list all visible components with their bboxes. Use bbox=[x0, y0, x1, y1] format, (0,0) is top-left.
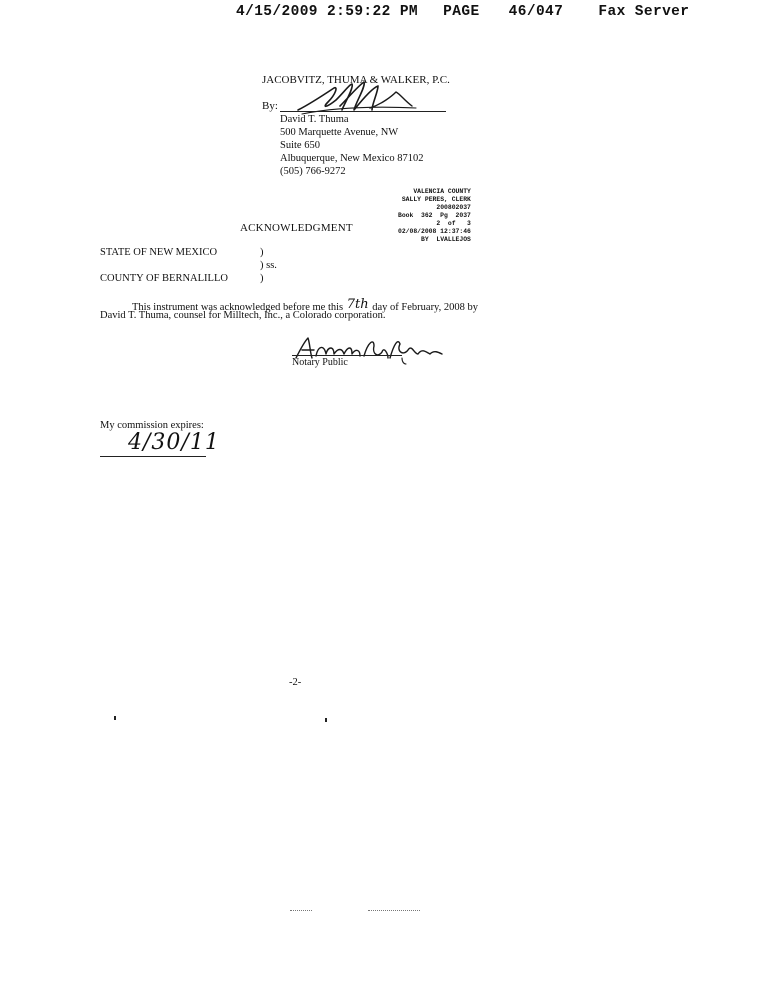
notary-public-label: Notary Public bbox=[292, 357, 348, 368]
address-line-phone: (505) 766-9272 bbox=[280, 166, 346, 177]
ack-text-part-a: This instrument was acknowledged before me this bbox=[132, 302, 344, 313]
address-line-street: 500 Marquette Avenue, NW bbox=[280, 127, 399, 138]
fax-page-label: PAGE bbox=[443, 4, 480, 20]
stamp-line: SALLY PERES, CLERK bbox=[401, 196, 471, 203]
acknowledgment-title: ACKNOWLEDGMENT bbox=[240, 222, 353, 234]
venue-state: STATE OF NEW MEXICO bbox=[100, 247, 218, 258]
stamp-line: BY LVALLEJOS bbox=[421, 236, 471, 243]
ack-text-part-b: day of February, 2008 by bbox=[372, 302, 479, 313]
commission-label: My commission expires: bbox=[100, 420, 204, 431]
scan-speck bbox=[114, 716, 116, 720]
stamp-line: 200802037 bbox=[436, 204, 471, 211]
commission-date-line bbox=[100, 456, 206, 457]
acknowledgment-body-line-2: David T. Thuma, counsel for Milltech, Inc., a Colorado corporation. bbox=[100, 310, 386, 321]
scan-artifact bbox=[368, 910, 420, 911]
firm-name: JACOBVITZ, THUMA & WALKER, P.C. bbox=[262, 74, 450, 86]
page-number: -2- bbox=[289, 677, 302, 688]
handwritten-day: 7th bbox=[346, 297, 369, 312]
commission-date-handwritten: 4/30/11 bbox=[128, 430, 220, 455]
address-line-name: David T. Thuma bbox=[280, 114, 349, 125]
fax-header bbox=[236, 4, 689, 20]
stamp-line: VALENCIA COUNTY bbox=[413, 188, 471, 195]
venue-county: COUNTY OF BERNALILLO bbox=[100, 273, 228, 284]
fax-server: Fax Server bbox=[598, 4, 690, 20]
notary-signature-line bbox=[292, 355, 402, 356]
venue-bracket: ) bbox=[260, 273, 264, 284]
stamp-line: Book 362 Pg 2037 bbox=[398, 212, 471, 219]
fax-datetime: 4/15/2009 2:59:22 PM bbox=[236, 4, 419, 20]
scan-artifact bbox=[290, 910, 312, 911]
venue-ss: ) ss. bbox=[260, 260, 277, 271]
fax-page-value: 46/047 bbox=[508, 4, 564, 20]
scan-speck bbox=[325, 718, 327, 722]
venue-bracket: ) bbox=[260, 247, 264, 258]
stamp-line: 2 of 3 bbox=[436, 220, 471, 227]
recording-stamp bbox=[398, 188, 471, 244]
by-label: By: bbox=[262, 100, 278, 112]
address-line-city: Albuquerque, New Mexico 87102 bbox=[280, 153, 424, 164]
stamp-line: 02/08/2008 12:37:46 bbox=[398, 228, 471, 235]
address-line-suite: Suite 650 bbox=[280, 140, 320, 151]
